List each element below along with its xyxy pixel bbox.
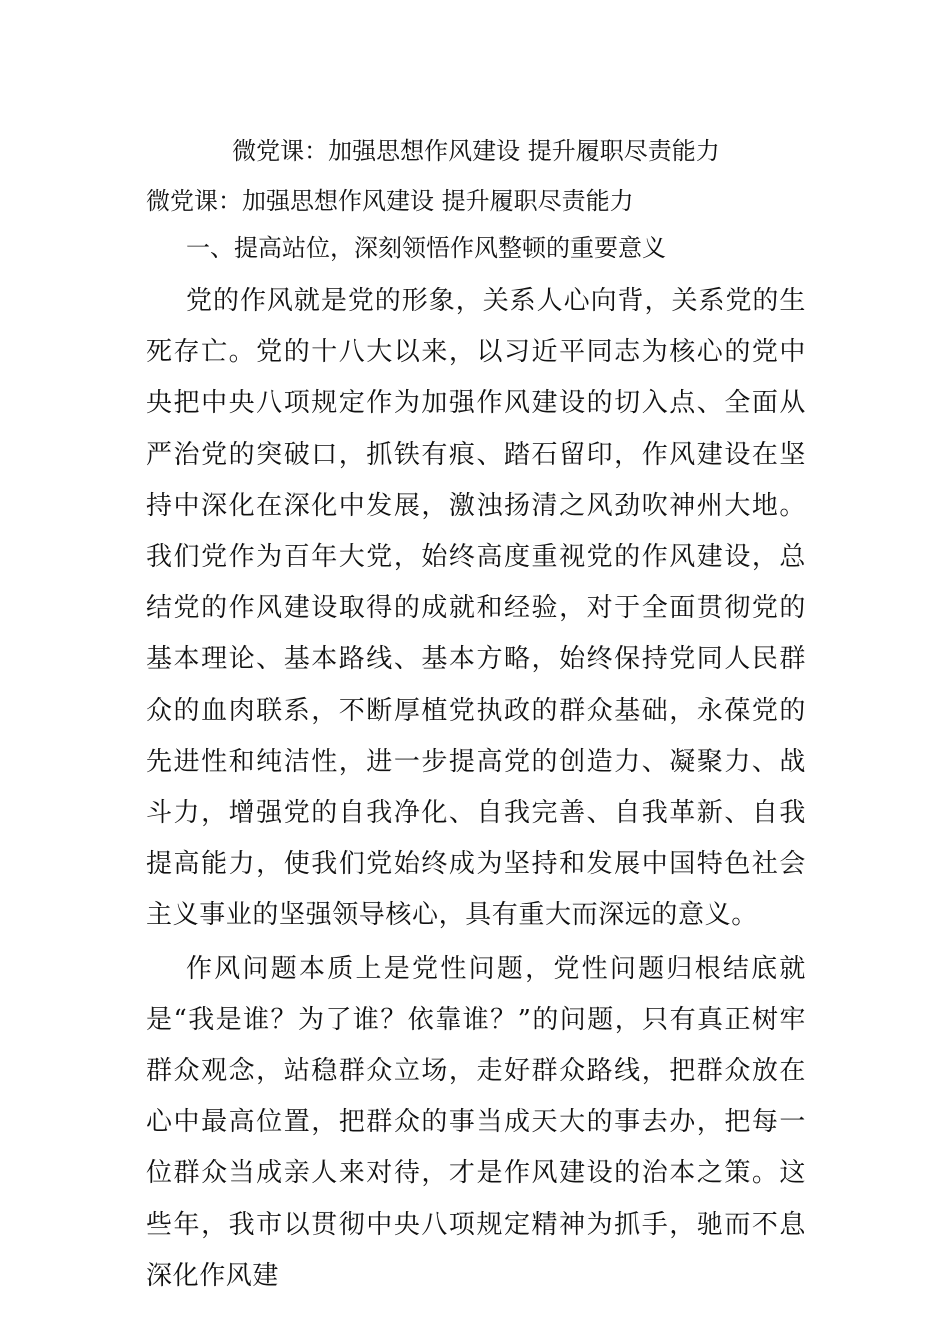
- paragraph: 作风问题本质上是党性问题，党性问题归根结底就是“我是谁？为了谁？依靠谁？”的问题，只有真正树牢群众观念，站稳群众立场，走好群众路线，把群众放在心中最高位置，把群众的事当成天大的事去办，把每一位群众当成亲人来对待，才是作风建设的治本之策。这些年，我市以贯彻中央八项规定精神为抓手，驰而不息深化作风建: [146, 953, 806, 1291]
- document-subtitle: 微党课：加强思想作风建设 提升履职尽责能力: [146, 187, 634, 215]
- paragraph: 党的作风就是党的形象，关系人心向背，关系党的生死存亡。党的十八大以来，以习近平同志为核心的党中央把中央八项规定作为加强作风建设的切入点、全面从严治党的突破口，抓铁有痕、踏石留印，作风建设在坚持中深化在深化中发展，激浊扬清之风劲吹神州大地。我们党作为百年大党，始终高度重视党的作风建设，总结党的作风建设取得的成就和经验，对于全面贯彻党的基本理论、基本路线、基本方略，始终保持党同人民群众的血肉联系，不断厚植党执政的群众基础，永葆党的先进性和纯洁性，进一步提高党的创造力、凝聚力、战斗力，增强党的自我净化、自我完善、自我革新、自我提高能力，使我们党始终成为坚持和发展中国特色社会主义事业的坚强领导核心，具有重大而深远的意义。: [146, 286, 806, 931]
- document-title: 微党课：加强思想作风建设 提升履职尽责能力: [232, 137, 720, 165]
- body-text: [146, 276, 806, 1302]
- section-heading: 一、提高站位，深刻领悟作风整顿的重要意义: [186, 234, 666, 262]
